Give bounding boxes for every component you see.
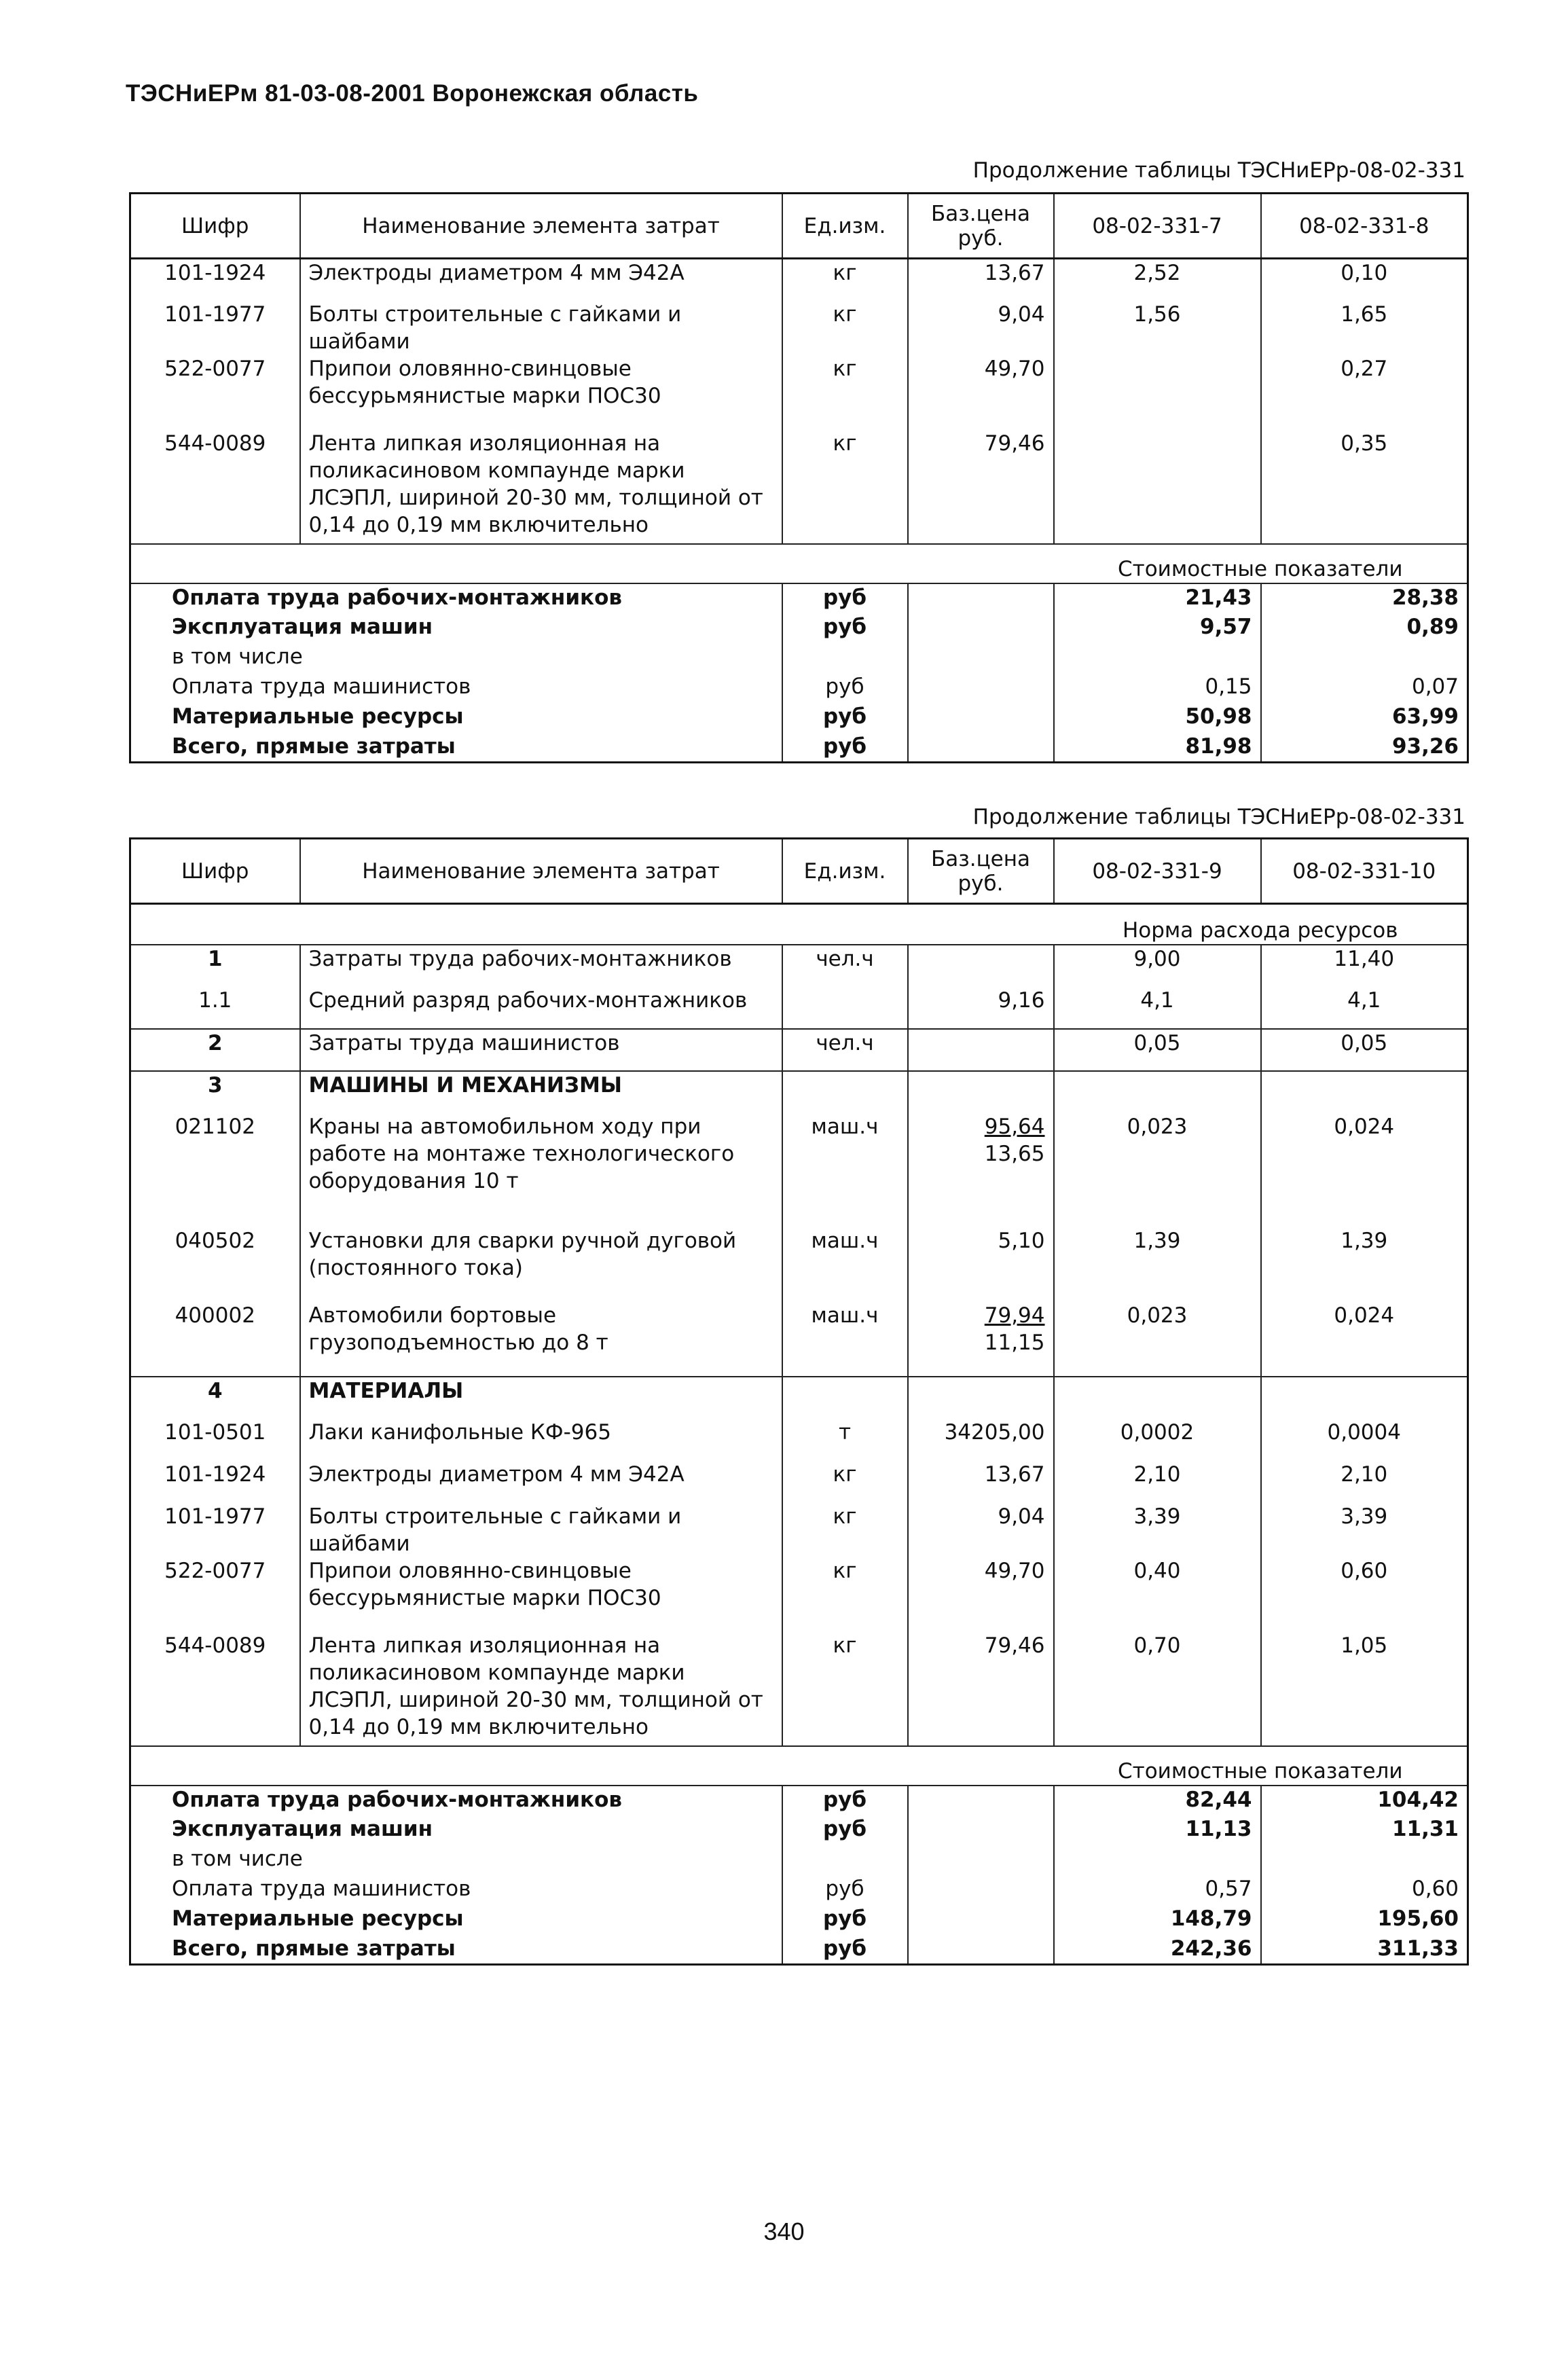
cell-code: 522-0077	[130, 1557, 300, 1632]
cell-price	[908, 1071, 1054, 1113]
cell-unit	[782, 987, 908, 1029]
table-row	[130, 987, 1468, 1029]
cost-band-row	[130, 1746, 1468, 1786]
price-value: 95,64	[984, 1114, 1045, 1139]
cell-price	[908, 945, 1054, 987]
cell-price	[908, 301, 1054, 355]
column-header-price: Баз.цена руб.	[908, 194, 1054, 259]
price-value: 9,04	[998, 1504, 1045, 1529]
table1-caption: Продолжение таблицы ТЭСНиЕРр-08-02-331	[972, 158, 1465, 183]
cost-unit: руб	[782, 1786, 908, 1815]
price-value: 5,10	[998, 1228, 1045, 1253]
column-header-code: Шифр	[130, 194, 300, 259]
cell-value-1: 0,05	[1054, 1029, 1261, 1071]
cost-row	[130, 1815, 1468, 1845]
cost-label: Оплата труда рабочих-монтажников	[130, 1786, 782, 1815]
price-value: 13,67	[984, 1462, 1045, 1487]
cell-code: 1.1	[130, 987, 300, 1029]
cell-unit: маш.ч	[782, 1113, 908, 1227]
cell-value-1: 2,10	[1054, 1461, 1261, 1503]
cell-unit: кг	[782, 1461, 908, 1503]
cost-unit	[782, 1845, 908, 1875]
cell-unit: кг	[782, 1503, 908, 1557]
cost-label: Материальные ресурсы	[130, 1905, 782, 1935]
cost-row	[130, 733, 1468, 763]
cell-code: 400002	[130, 1302, 300, 1377]
price-value: 79,46	[984, 1633, 1045, 1658]
table-row	[130, 259, 1468, 301]
cell-price	[908, 1557, 1054, 1632]
price-value: 13,67	[984, 261, 1045, 285]
cell-unit: кг	[782, 259, 908, 301]
cell-name: Установки для сварки ручной дуговой (постоянного тока)	[300, 1227, 782, 1302]
cell-value-2: 3,39	[1341, 1504, 1388, 1529]
cell-unit: чел.ч	[782, 1029, 908, 1071]
cost-value-2: 0,07	[1411, 674, 1459, 699]
cost-value-1: 0,57	[1054, 1875, 1261, 1905]
cell-value-1: 4,1	[1054, 987, 1261, 1029]
cell-name: Припои оловянно-свинцовые бессурьмянистые марки ПОС30	[300, 355, 782, 430]
cost-unit: руб	[782, 1905, 908, 1935]
cell-value-1: 2,52	[1054, 259, 1261, 301]
cell-value-2	[1261, 1071, 1468, 1113]
table-row	[130, 1419, 1468, 1461]
cell-value-2: 1,05	[1341, 1633, 1388, 1658]
cell-price	[908, 1227, 1054, 1302]
cell-unit: кг	[782, 301, 908, 355]
column-header-value-2: 08-02-331-10	[1261, 839, 1468, 904]
cell-value-2	[1261, 1377, 1468, 1419]
table1	[129, 192, 1469, 763]
cell-price	[908, 1302, 1054, 1377]
cell-code: 3	[130, 1071, 300, 1113]
cell-price	[908, 1377, 1054, 1419]
column-header-name: Наименование элемента затрат	[300, 839, 782, 904]
cell-unit: кг	[782, 355, 908, 430]
cost-value-2: 104,42	[1377, 1787, 1459, 1812]
cost-row	[130, 703, 1468, 733]
price-value: 49,70	[984, 1558, 1045, 1583]
cell-unit: маш.ч	[782, 1302, 908, 1377]
cost-price-empty	[908, 1845, 1054, 1875]
cost-value-1	[1054, 1845, 1261, 1875]
cost-value-2: 93,26	[1391, 734, 1459, 759]
cell-value-1: 1,56	[1054, 301, 1261, 355]
cost-label: Всего, прямые затраты	[130, 1935, 782, 1965]
cost-band-row	[130, 544, 1468, 583]
table-row	[130, 1503, 1468, 1557]
cell-value-1: 0,023	[1054, 1113, 1261, 1227]
header-row	[130, 839, 1468, 904]
table-row	[130, 430, 1468, 544]
cost-value-1: 82,44	[1054, 1786, 1261, 1815]
cell-name: МАТЕРИАЛЫ	[300, 1377, 782, 1419]
cell-code: 021102	[130, 1113, 300, 1227]
cell-value-1: 3,39	[1054, 1503, 1261, 1557]
cell-value-2: 0,10	[1341, 261, 1388, 285]
price-salary-value: 11,15	[984, 1330, 1045, 1355]
cost-unit	[782, 643, 908, 673]
header-row	[130, 194, 1468, 259]
cell-value-1: 9,00	[1054, 945, 1261, 987]
cost-value-2: 0,60	[1411, 1876, 1459, 1901]
table-row	[130, 1071, 1468, 1113]
cell-unit: чел.ч	[782, 945, 908, 987]
cell-name: Затраты труда машинистов	[300, 1029, 782, 1071]
cell-price	[908, 1632, 1054, 1746]
cell-name: Болты строительные с гайками и шайбами	[300, 1503, 782, 1557]
cost-label: в том числе	[130, 1845, 782, 1875]
cost-row	[130, 1875, 1468, 1905]
cell-code: 544-0089	[130, 430, 300, 544]
cost-value-1: 242,36	[1054, 1935, 1261, 1965]
cost-unit: руб	[782, 583, 908, 613]
cost-label: Эксплуатация машин	[130, 1815, 782, 1845]
cell-code: 2	[130, 1029, 300, 1071]
cost-unit: руб	[782, 1875, 908, 1905]
cell-code: 1	[130, 945, 300, 987]
cost-price-empty	[908, 1786, 1054, 1815]
cost-label: Эксплуатация машин	[130, 613, 782, 643]
price-salary-value: 13,65	[984, 1141, 1045, 1166]
cell-value-2: 0,0004	[1327, 1419, 1401, 1445]
table2	[129, 837, 1469, 1966]
table-row	[130, 1632, 1468, 1746]
cell-unit: кг	[782, 1632, 908, 1746]
cost-price-empty	[908, 1875, 1054, 1905]
cost-unit: руб	[782, 1815, 908, 1845]
cost-label: Всего, прямые затраты	[130, 733, 782, 763]
cell-value-2: 4,1	[1261, 987, 1468, 1029]
cost-label: Оплата труда машинистов	[130, 673, 782, 703]
cell-name: Электроды диаметром 4 мм Э42А	[300, 1461, 782, 1503]
cell-value-2: 0,60	[1341, 1558, 1388, 1583]
cell-code: 040502	[130, 1227, 300, 1302]
cell-name: Электроды диаметром 4 мм Э42А	[300, 259, 782, 301]
cell-value-2: 1,65	[1341, 302, 1388, 327]
cost-price-empty	[908, 733, 1054, 763]
cell-price	[908, 259, 1054, 301]
table-row	[130, 1377, 1468, 1419]
page-number: 340	[763, 2217, 805, 2245]
column-header-price: Баз.цена руб.	[908, 839, 1054, 904]
cost-price-empty	[908, 1815, 1054, 1845]
cell-value-1	[1054, 430, 1261, 544]
column-header-value-2: 08-02-331-8	[1261, 194, 1468, 259]
cell-code: 101-1924	[130, 259, 300, 301]
cell-name: Средний разряд рабочих-монтажников	[300, 987, 782, 1029]
band-label: Норма расхода ресурсов	[1054, 904, 1468, 945]
cost-label: Оплата труда машинистов	[130, 1875, 782, 1905]
cost-row	[130, 673, 1468, 703]
cell-name: Автомобили бортовые грузоподъемностью до 8 т	[300, 1302, 782, 1377]
column-header-value-1: 08-02-331-9	[1054, 839, 1261, 904]
column-header-value-1: 08-02-331-7	[1054, 194, 1261, 259]
cell-value-2: 0,024	[1334, 1114, 1395, 1139]
cell-value-1: 0,40	[1054, 1557, 1261, 1632]
norm-band-row	[130, 904, 1468, 945]
cost-label: Оплата труда рабочих-монтажников	[130, 583, 782, 613]
cost-row	[130, 1935, 1468, 1965]
band-spacer	[130, 544, 1054, 583]
cost-label: в том числе	[130, 643, 782, 673]
cost-price-empty	[908, 703, 1054, 733]
cost-price-empty	[908, 1935, 1054, 1965]
cost-value-2: 11,31	[1391, 1816, 1459, 1841]
cell-value-2: 2,10	[1341, 1462, 1388, 1487]
cell-unit: кг	[782, 430, 908, 544]
cell-value-2: 1,39	[1341, 1228, 1388, 1253]
table-row	[130, 301, 1468, 355]
cell-value-2: 0,27	[1341, 356, 1388, 381]
table-row	[130, 1461, 1468, 1503]
cost-value-1: 21,43	[1054, 583, 1261, 613]
page-header: ТЭСНиЕРм 81-03-08-2001 Воронежская область	[126, 80, 699, 107]
price-value: 79,46	[984, 431, 1045, 456]
cost-row	[130, 583, 1468, 613]
cell-unit	[782, 1377, 908, 1419]
cost-value-2: 195,60	[1377, 1906, 1459, 1931]
cell-price	[908, 1503, 1054, 1557]
cell-name: МАШИНЫ И МЕХАНИЗМЫ	[300, 1071, 782, 1113]
cell-code: 101-1977	[130, 1503, 300, 1557]
band-spacer	[130, 904, 1054, 945]
cost-unit: руб	[782, 673, 908, 703]
cost-value-2: 63,99	[1391, 704, 1459, 729]
cell-name: Болты строительные с гайками и шайбами	[300, 301, 782, 355]
cell-name: Припои оловянно-свинцовые бессурьмянистые марки ПОС30	[300, 1557, 782, 1632]
cell-value-1: 0,023	[1054, 1302, 1261, 1377]
cost-price-empty	[908, 583, 1054, 613]
cell-price	[908, 1419, 1054, 1461]
cost-row	[130, 1905, 1468, 1935]
column-header-code: Шифр	[130, 839, 300, 904]
cell-unit: т	[782, 1419, 908, 1461]
cell-value-1	[1054, 1071, 1261, 1113]
table-row	[130, 1557, 1468, 1632]
cell-price	[908, 430, 1054, 544]
cost-value-2	[1261, 1845, 1468, 1875]
column-header-unit: Ед.изм.	[782, 194, 908, 259]
cell-value-1: 0,70	[1054, 1632, 1261, 1746]
cell-value-2: 0,35	[1341, 431, 1388, 456]
table-row	[130, 1029, 1468, 1071]
cell-unit: маш.ч	[782, 1227, 908, 1302]
cost-value-1: 148,79	[1054, 1905, 1261, 1935]
cost-unit: руб	[782, 733, 908, 763]
cell-name: Лаки канифольные КФ-965	[300, 1419, 782, 1461]
cell-code: 4	[130, 1377, 300, 1419]
price-value: 34205,00	[944, 1419, 1045, 1445]
cell-price	[908, 1029, 1054, 1071]
table-row	[130, 1302, 1468, 1377]
cell-price	[908, 1113, 1054, 1227]
cost-row	[130, 1786, 1468, 1815]
table2-caption: Продолжение таблицы ТЭСНиЕРр-08-02-331	[972, 805, 1465, 829]
cost-label: Материальные ресурсы	[130, 703, 782, 733]
column-header-name: Наименование элемента затрат	[300, 194, 782, 259]
cost-unit: руб	[782, 613, 908, 643]
cost-value-1: 9,57	[1054, 613, 1261, 643]
cost-value-1: 11,13	[1054, 1815, 1261, 1845]
price-value: 9,16	[998, 988, 1045, 1013]
table-row	[130, 945, 1468, 987]
cell-value-1: 1,39	[1054, 1227, 1261, 1302]
cost-row	[130, 1845, 1468, 1875]
table-row	[130, 1227, 1468, 1302]
column-header-unit: Ед.изм.	[782, 839, 908, 904]
cell-code: 101-1924	[130, 1461, 300, 1503]
table-row	[130, 355, 1468, 430]
price-value: 79,94	[984, 1303, 1045, 1328]
cell-name: Краны на автомобильном ходу при работе на монтаже технологического оборудования 10 т	[300, 1113, 782, 1227]
cost-value-1	[1054, 643, 1261, 673]
cell-unit	[782, 1071, 908, 1113]
price-value: 9,04	[998, 302, 1045, 327]
cost-value-2: 311,33	[1377, 1936, 1459, 1961]
cost-row	[130, 613, 1468, 643]
band-label: Стоимостные показатели	[1054, 544, 1468, 583]
cell-code: 544-0089	[130, 1632, 300, 1746]
cost-price-empty	[908, 673, 1054, 703]
cost-value-2: 28,38	[1391, 585, 1459, 610]
cell-price	[908, 1461, 1054, 1503]
cell-code: 522-0077	[130, 355, 300, 430]
price-value: 49,70	[984, 356, 1045, 381]
cell-value-2: 0,024	[1261, 1302, 1468, 1377]
band-label: Стоимостные показатели	[1054, 1746, 1468, 1786]
cost-value-1: 0,15	[1054, 673, 1261, 703]
cell-price	[908, 987, 1054, 1029]
cost-value-2: 0,89	[1406, 614, 1459, 639]
cell-price	[908, 355, 1054, 430]
cell-value-1	[1054, 1377, 1261, 1419]
cell-value-1	[1054, 355, 1261, 430]
cell-value-2: 11,40	[1334, 946, 1395, 971]
cost-row	[130, 643, 1468, 673]
cost-value-2	[1261, 643, 1468, 673]
cell-value-1: 0,0002	[1054, 1419, 1261, 1461]
cell-code: 101-0501	[130, 1419, 300, 1461]
band-spacer	[130, 1746, 1054, 1786]
cell-name: Лента липкая изоляционная на поликасиновом компаунде марки ЛСЭПЛ, шириной 20-30 мм, толщиной от 0,14 до 0,19 мм включительно	[300, 1632, 782, 1746]
cost-price-empty	[908, 1905, 1054, 1935]
cell-unit: кг	[782, 1557, 908, 1632]
cost-unit: руб	[782, 703, 908, 733]
cell-value-2: 0,05	[1261, 1029, 1468, 1071]
cell-name: Затраты труда рабочих-монтажников	[300, 945, 782, 987]
cost-price-empty	[908, 643, 1054, 673]
table-row	[130, 1113, 1468, 1227]
cost-value-1: 81,98	[1054, 733, 1261, 763]
cost-price-empty	[908, 613, 1054, 643]
cell-name: Лента липкая изоляционная на поликасиновом компаунде марки ЛСЭПЛ, шириной 20-30 мм, толщиной от 0,14 до 0,19 мм включительно	[300, 430, 782, 544]
cost-unit: руб	[782, 1935, 908, 1965]
cell-code: 101-1977	[130, 301, 300, 355]
cost-value-1: 50,98	[1054, 703, 1261, 733]
